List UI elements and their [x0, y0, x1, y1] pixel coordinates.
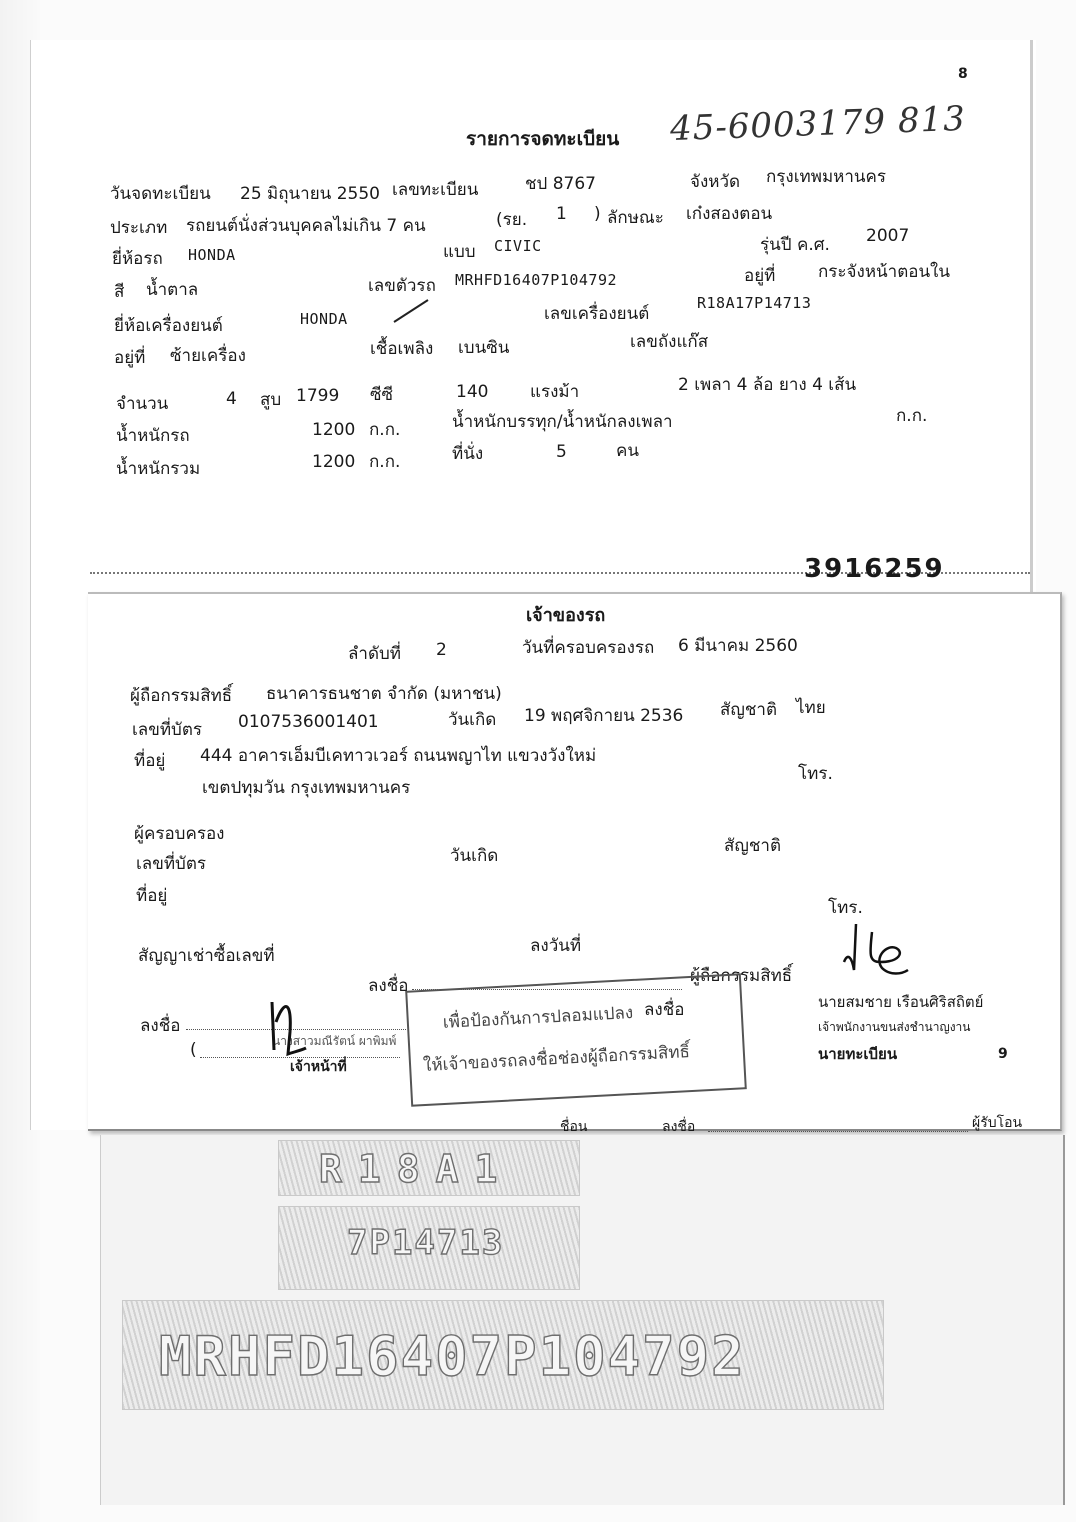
order-label: ลำดับที่: [348, 644, 402, 664]
vin-loc-label: อยู่ที่: [744, 266, 776, 286]
lease-date-label: ลงวันที่: [530, 936, 582, 956]
gross-label: น้ำหนักรวม: [116, 459, 201, 479]
sign-label: ลงชื่อ: [368, 976, 409, 996]
code-num: 1: [556, 204, 567, 224]
hp-value: 140: [456, 382, 489, 402]
officer-name: นางสาวมณีรัตน์ ผาพิมพ์: [272, 1034, 397, 1048]
engine-rubbing-top-text: R18A1: [319, 1147, 514, 1191]
under-sheet-transferee: ผู้รับโอน: [972, 1115, 1023, 1131]
code-open: (รย.: [496, 210, 528, 230]
engine-rubbing-top: [278, 1140, 580, 1196]
vin-label: เลขตัวรถ: [368, 276, 436, 296]
stamp-line2: ให้เจ้าของรถลงชื่อช่องผู้ถือกรรมสิทธิ์: [422, 1042, 691, 1077]
tel-label: โทร.: [798, 764, 833, 784]
page-number-top: 8: [958, 66, 968, 82]
registration-title: รายการจดทะเบียน: [466, 128, 620, 150]
province: กรุงเทพมหานคร: [766, 167, 887, 187]
id2-label: เลขที่บัตร: [136, 854, 207, 874]
gross-weight: 1200: [312, 452, 356, 472]
address2-label: ที่อยู่: [136, 886, 168, 906]
color: น้ำตาล: [146, 280, 199, 300]
holder-sign-label: ผู้ถือกรรมสิทธิ์: [690, 966, 793, 986]
fuel: เบนซิน: [458, 338, 510, 358]
address-line1: 444 อาคารเอ็มบีเคทาวเวอร์ ถนนพญาไท แขวงวังใหม่: [200, 746, 597, 766]
axle-tyres: 2 เพลา 4 ล้อ ยาง 4 เส้น: [678, 375, 857, 395]
brand-label: ยี่ห้อรถ: [112, 249, 163, 269]
cc-value: 1799: [296, 386, 340, 406]
model-label: แบบ: [443, 242, 476, 262]
address-label: ที่อยู่: [134, 751, 166, 771]
holder-label: ผู้ถือกรรมสิทธิ์: [130, 686, 233, 706]
province-label: จังหวัด: [690, 172, 741, 192]
vehicle-type: รถยนต์นั่งส่วนบุคคลไม่เกิน 7 คน: [186, 216, 426, 236]
engine-loc-label: อยู่ที่: [114, 348, 146, 368]
engine-brand-label: ยี่ห้อเครื่องยนต์: [114, 316, 223, 336]
possess-label: วันที่ครอบครองรถ: [522, 638, 655, 658]
model: CIVIC: [494, 237, 542, 255]
model-year: 2007: [866, 226, 910, 246]
owner-title: เจ้าของรถ: [526, 605, 606, 626]
style-label: ลักษณะ: [607, 208, 664, 228]
seats-label: ที่นั่ง: [452, 444, 484, 464]
vin-location: กระจังหน้าตอนใน: [818, 262, 950, 282]
under-sheet-label: ชื่อน: [560, 1119, 588, 1135]
page-number-bottom: 9: [998, 1046, 1008, 1062]
stamp-line1: เพื่อป้องกันการปลอมแปลง: [442, 1002, 634, 1033]
seats-unit: คน: [616, 441, 639, 461]
under-sheet-line: [708, 1130, 968, 1132]
qty-label: จำนวน: [116, 394, 169, 414]
engine-brand: HONDA: [300, 310, 348, 328]
reg-date-label: วันจดทะเบียน: [110, 184, 211, 204]
nationality: ไทย: [796, 698, 826, 718]
kg-unit: ก.ก.: [896, 406, 928, 426]
hp-label: แรงม้า: [530, 382, 580, 402]
sign-label: ลงชื่อ: [644, 1000, 685, 1020]
vin: MRHFD16407P104792: [455, 271, 618, 289]
bracket-open: (: [190, 1040, 197, 1060]
engine-number: R18A17P14713: [697, 294, 812, 312]
address-line2: เขตปทุมวัน กรุงเทพมหานคร: [202, 778, 411, 798]
form-serial: 3916259: [804, 554, 945, 584]
gas-tank-label: เลขถังแก๊ส: [630, 332, 709, 352]
engine-location: ซ้ายเครื่อง: [170, 346, 246, 366]
body-style: เก๋งสองตอน: [686, 204, 773, 224]
engine-no-label: เลขเครื่องยนต์: [544, 304, 650, 324]
kg-unit: ก.ก.: [369, 452, 401, 472]
vin-rubbing-text: MRHFD16407P104792: [159, 1325, 746, 1388]
registrar-position: เจ้าพนักงานขนส่งชำนาญงาน: [818, 1020, 971, 1034]
reg-date: 25 มิถุนายน 2550: [240, 184, 380, 204]
officer-signature: [262, 992, 312, 1062]
holder-name: ธนาคารธนชาต จำกัด (มหาชน): [266, 684, 502, 704]
nationality-label: สัญชาติ: [720, 700, 777, 720]
year-label: รุ่นปี ค.ศ.: [760, 235, 830, 255]
kg-unit: ก.ก.: [369, 420, 401, 440]
possessor-label: ผู้ครอบครอง: [134, 824, 225, 844]
lease-label: สัญญาเช่าซื้อเลขที่: [138, 946, 275, 966]
seats: 5: [556, 442, 567, 462]
dob: 19 พฤศจิกายน 2536: [524, 706, 684, 726]
cylinders: 4: [226, 389, 237, 409]
registrar-name: นายสมชาย เรือนศิริสถิตย์: [818, 993, 984, 1011]
color-label: สี: [114, 282, 125, 302]
fuel-label: เชื้อเพลิง: [370, 339, 434, 359]
tel2-label: โทร.: [828, 898, 863, 918]
dob2-label: วันเกิด: [450, 846, 499, 866]
nationality2-label: สัญชาติ: [724, 836, 781, 856]
cc-label: ซีซี: [370, 385, 394, 405]
type-label: ประเภท: [110, 218, 168, 238]
weight-label: น้ำหนักรถ: [116, 426, 190, 446]
dob-label: วันเกิด: [448, 710, 497, 730]
brand: HONDA: [188, 246, 236, 264]
code-close: ): [594, 204, 601, 224]
anti-forgery-stamp: [405, 973, 747, 1106]
engine-rubbing-bottom-text: 7P14713: [347, 1223, 505, 1263]
registrar-signature: [842, 918, 912, 988]
engine-rubbing-bottom: [278, 1206, 580, 1290]
id-number: 0107536001401: [238, 712, 379, 732]
plate-label: เลขทะเบียน: [392, 180, 479, 200]
weight: 1200: [312, 420, 356, 440]
officer-title: เจ้าหน้าที่: [290, 1059, 347, 1075]
possess-date: 6 มีนาคม 2560: [678, 636, 798, 656]
under-sheet-sign: ลงชื่อ: [662, 1119, 696, 1135]
sign-label: ลงชื่อ: [140, 1016, 181, 1036]
pen-mark: [392, 296, 432, 326]
load-label: น้ำหนักบรรทุก/น้ำหนักลงเพลา: [452, 412, 673, 432]
plate: ชป 8767: [525, 174, 596, 194]
handwritten-ref: 45-6003179 813: [669, 98, 967, 150]
cyl-label: สูบ: [260, 390, 282, 410]
vin-rubbing: [122, 1300, 884, 1410]
id-label: เลขที่บัตร: [132, 720, 203, 740]
registrar-title: นายทะเบียน: [818, 1045, 898, 1063]
order: 2: [436, 640, 447, 660]
